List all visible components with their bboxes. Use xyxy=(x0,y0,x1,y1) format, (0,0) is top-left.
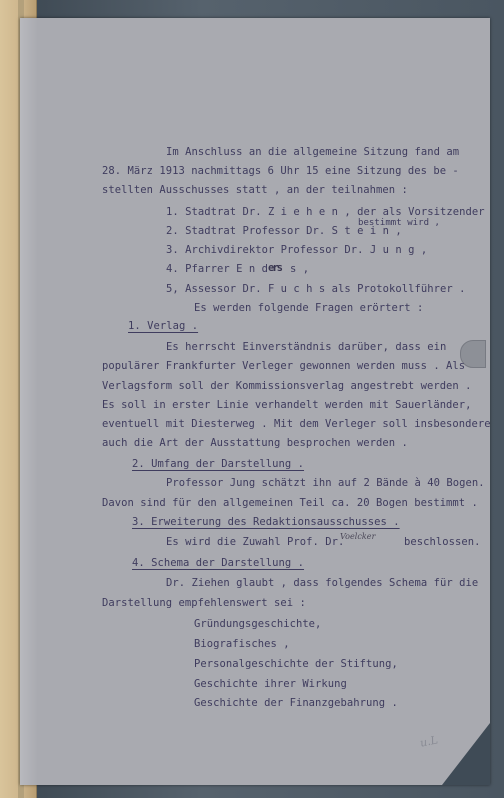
section-4-line-2: Darstellung empfehlenswert sei : xyxy=(102,597,306,609)
schema-item-1: Gründungsgeschichte, xyxy=(194,618,322,630)
section-1-line-2: populärer Frankfurter Verleger gewonnen werden muss . Als xyxy=(102,360,466,372)
questions-intro: Es werden folgende Fragen erörtert : xyxy=(194,302,424,314)
struck-out-letters: ers xyxy=(268,262,281,274)
participant-1-overtype: bestimmt wird , xyxy=(358,218,441,228)
intro-line-3: stellten Ausschusses statt , an der teilnahmen : xyxy=(102,184,408,196)
participant-1: 1. Stadtrat Dr. Z i e h e n , der als Vorsitzender xyxy=(166,206,485,218)
schema-item-4: Geschichte ihrer Wirkung xyxy=(194,678,347,690)
section-3-line-end: beschlossen. xyxy=(404,536,481,548)
handwritten-name: Voelcker xyxy=(340,532,376,541)
section-2-line-1: Professor Jung schätzt ihn auf 2 Bände à 40 Bogen. xyxy=(166,477,485,489)
section-1-line-6: auch die Art der Ausstattung besprochen werden . xyxy=(102,437,408,449)
section-2-line-2: Davon sind für den allgemeinen Teil ca. 20 Bogen bestimmt . xyxy=(102,497,478,509)
section-4-heading: 4. Schema der Darstellung . xyxy=(132,557,305,569)
participant-5: 5, Assessor Dr. F u c h s als Protokollführer . xyxy=(166,283,466,295)
section-4-line-1: Dr. Ziehen glaubt , dass folgendes Schema für die xyxy=(166,577,479,589)
section-1-line-1: Es herrscht Einverständnis darüber, dass ein xyxy=(166,341,447,353)
schema-item-2: Biografisches , xyxy=(194,638,290,650)
section-1-line-4: Es soll in erster Linie verhandelt werden mit Sauerländer, xyxy=(102,399,472,411)
section-3-line-start: Es wird die Zuwahl Prof. Dr. xyxy=(166,536,345,548)
intro-line-2: 28. März 1913 nachmittags 6 Uhr 15 eine Sitzung des be - xyxy=(102,165,459,177)
schema-item-3: Personalgeschichte der Stiftung, xyxy=(194,658,398,670)
participant-2: 2. Stadtrat Professor Dr. S t e i n , xyxy=(166,225,402,237)
section-1-line-3: Verlagsform soll der Kommissionsverlag angestrebt werden . xyxy=(102,380,472,392)
section-1-heading: 1. Verlag . xyxy=(128,320,199,332)
section-1-line-5: eventuell mit Diesterweg . Mit dem Verleger soll insbesondere xyxy=(102,418,491,430)
participant-4: 4. Pfarrer E n d xyxy=(166,263,268,275)
participant-3: 3. Archivdirektor Professor Dr. J u n g , xyxy=(166,244,428,256)
schema-item-5: Geschichte der Finanzgebahrung . xyxy=(194,697,398,709)
section-3-heading: 3. Erweiterung des Redaktionsausschusses . xyxy=(132,516,400,528)
section-2-heading: 2. Umfang der Darstellung . xyxy=(132,458,305,470)
participant-4-rest: s , xyxy=(290,263,310,275)
pencil-annotation: u.L xyxy=(418,733,440,750)
intro-line-1: Im Anschluss an die allgemeine Sitzung fand am xyxy=(166,146,460,158)
